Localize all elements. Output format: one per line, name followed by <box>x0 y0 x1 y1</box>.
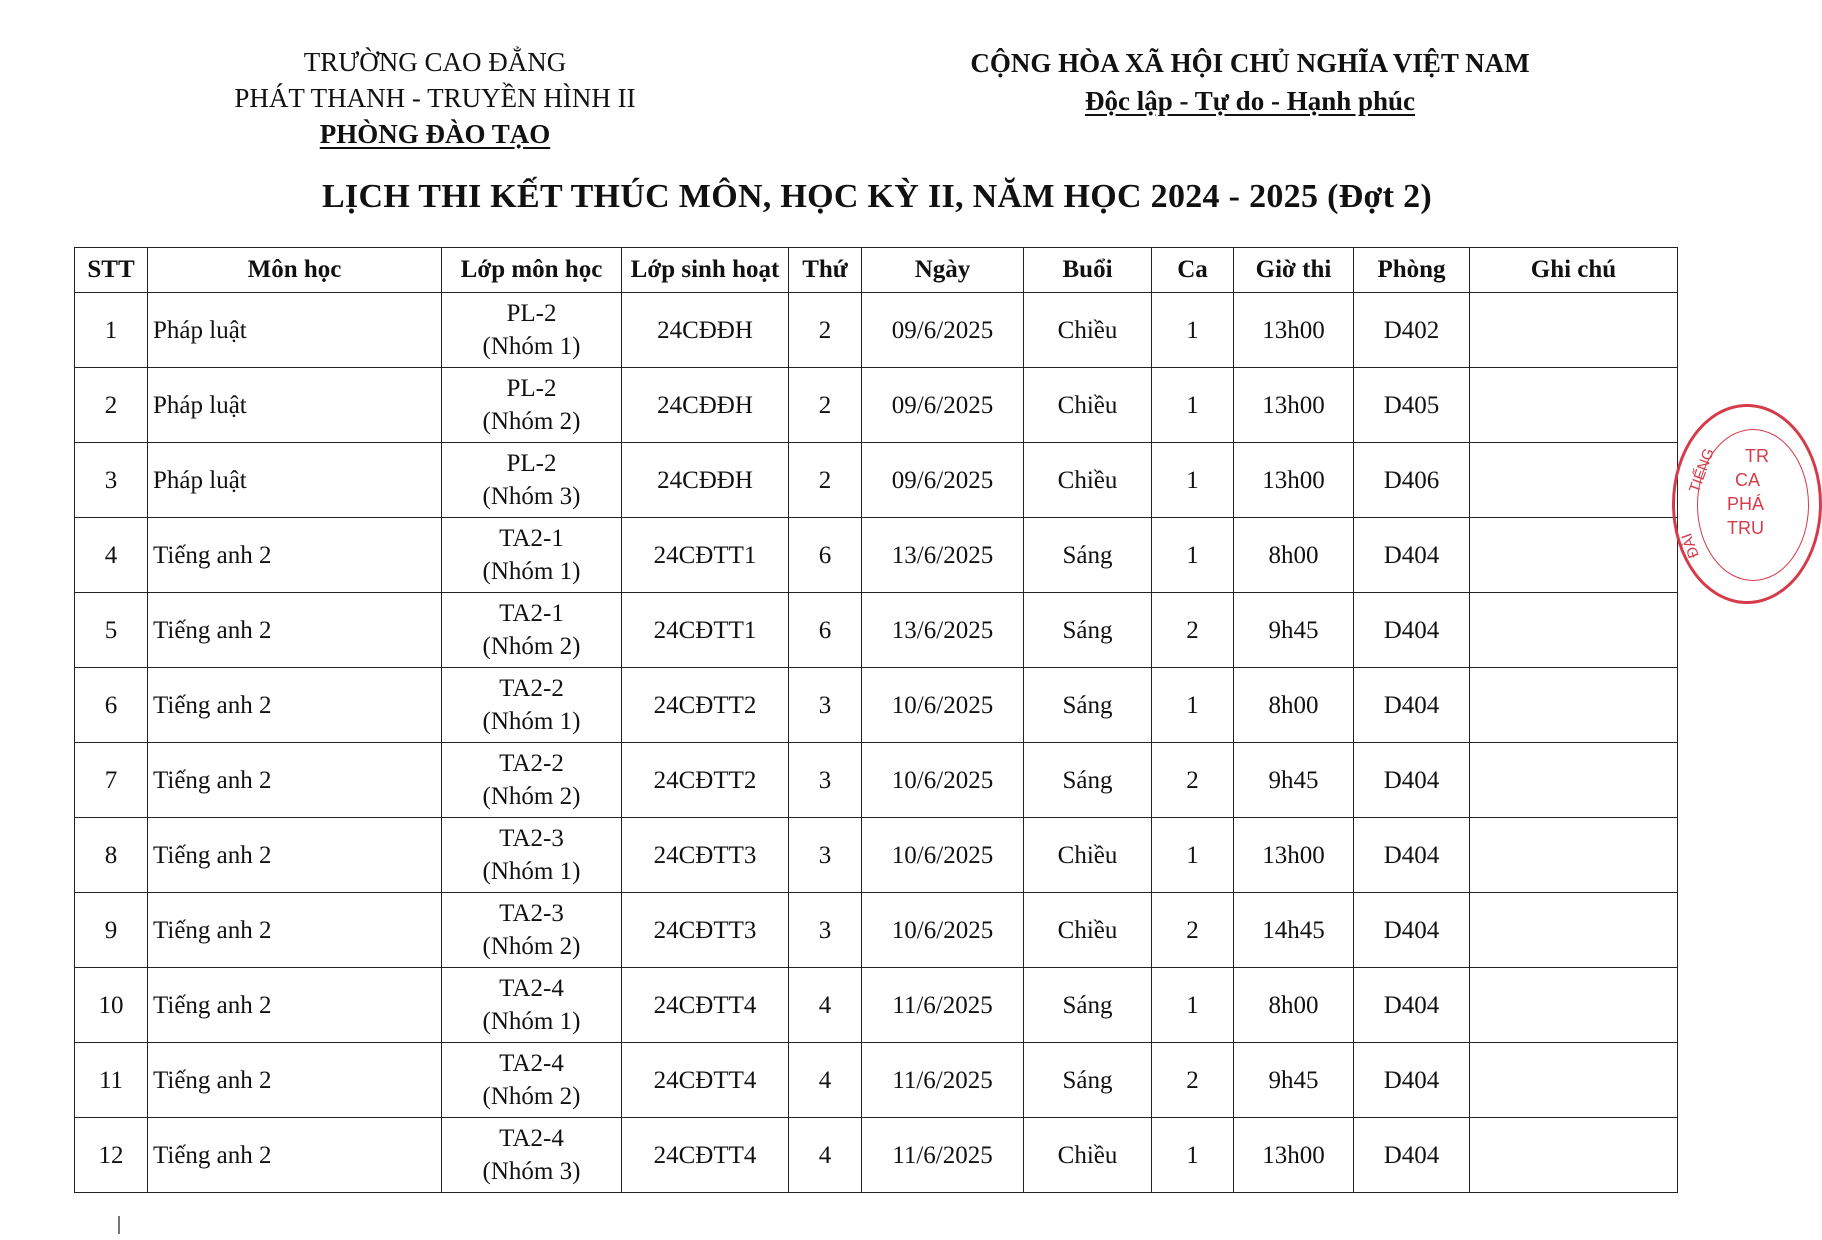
class-group: (Nhóm 1) <box>482 708 581 735</box>
cell-home-class: 24CĐTT2 <box>622 668 789 743</box>
cell-class <box>442 518 622 593</box>
column-header: Lớp sinh hoạt <box>622 248 789 293</box>
class-group: (Nhóm 1) <box>482 1008 581 1035</box>
cell-session: Sáng <box>1024 668 1152 743</box>
cell-session: Sáng <box>1024 743 1152 818</box>
cell-room: D404 <box>1354 668 1470 743</box>
cell-stt: 10 <box>75 968 148 1043</box>
cell-time: 13h00 <box>1234 293 1354 368</box>
cell-note <box>1470 293 1678 368</box>
cell-shift: 2 <box>1152 593 1234 668</box>
school-name-line1: TRƯỜNG CAO ĐẲNG <box>303 47 567 77</box>
cell-home-class: 24CĐĐH <box>622 443 789 518</box>
cell-home-class: 24CĐTT2 <box>622 743 789 818</box>
cell-time: 8h00 <box>1234 518 1354 593</box>
cell-class <box>442 668 622 743</box>
cell-room: D404 <box>1354 518 1470 593</box>
class-group: (Nhóm 2) <box>482 1083 581 1110</box>
table-row <box>75 518 1678 593</box>
cell-shift: 1 <box>1152 1118 1234 1193</box>
class-group: (Nhóm 1) <box>482 858 581 885</box>
class-group: (Nhóm 3) <box>482 1158 581 1185</box>
cell-note <box>1470 893 1678 968</box>
column-header: Thứ <box>789 248 862 293</box>
table-row <box>75 1118 1678 1193</box>
table-row <box>75 443 1678 518</box>
cell-weekday: 6 <box>789 518 862 593</box>
cell-weekday: 3 <box>789 893 862 968</box>
cell-session: Sáng <box>1024 968 1152 1043</box>
cell-shift: 1 <box>1152 968 1234 1043</box>
cell-subject: Tiếng anh 2 <box>148 743 442 818</box>
cell-subject: Tiếng anh 2 <box>148 1043 442 1118</box>
cell-weekday: 6 <box>789 593 862 668</box>
cell-date: 10/6/2025 <box>862 893 1024 968</box>
cell-subject: Tiếng anh 2 <box>148 968 442 1043</box>
school-header <box>200 44 670 152</box>
cell-shift: 1 <box>1152 818 1234 893</box>
class-code: TA2-3 <box>499 825 564 852</box>
class-code: TA2-1 <box>499 600 564 627</box>
country-name: CỘNG HÒA XÃ HỘI CHỦ NGHĨA VIỆT NAM <box>970 48 1530 78</box>
class-group: (Nhóm 1) <box>482 333 581 360</box>
cell-weekday: 4 <box>789 968 862 1043</box>
cell-session: Sáng <box>1024 1043 1152 1118</box>
class-code: TA2-4 <box>499 975 564 1002</box>
cell-stt: 1 <box>75 293 148 368</box>
cell-shift: 1 <box>1152 443 1234 518</box>
cell-class <box>442 1043 622 1118</box>
cell-date: 10/6/2025 <box>862 668 1024 743</box>
cell-stt: 12 <box>75 1118 148 1193</box>
cell-date: 11/6/2025 <box>862 1043 1024 1118</box>
table-header-row <box>75 248 1678 293</box>
class-group: (Nhóm 3) <box>482 483 581 510</box>
cell-note <box>1470 818 1678 893</box>
class-code: TA2-2 <box>499 675 564 702</box>
cell-weekday: 2 <box>789 443 862 518</box>
cell-subject: Tiếng anh 2 <box>148 1118 442 1193</box>
stamp-line-1: TR <box>1745 446 1769 466</box>
cell-note <box>1470 443 1678 518</box>
stamp-ring-text-top: TIẾNG <box>1686 446 1718 495</box>
table-row <box>75 593 1678 668</box>
cell-shift: 1 <box>1152 368 1234 443</box>
class-code: TA2-3 <box>499 900 564 927</box>
class-group: (Nhóm 2) <box>482 783 581 810</box>
class-group: (Nhóm 2) <box>482 933 581 960</box>
cell-note <box>1470 743 1678 818</box>
cell-home-class: 24CĐTT1 <box>622 518 789 593</box>
cell-shift: 1 <box>1152 518 1234 593</box>
column-header: STT <box>75 248 148 293</box>
cell-session: Chiều <box>1024 1118 1152 1193</box>
cell-subject: Tiếng anh 2 <box>148 893 442 968</box>
cell-class <box>442 1118 622 1193</box>
scan-mark <box>118 1216 120 1234</box>
document-title: LỊCH THI KẾT THÚC MÔN, HỌC KỲ II, NĂM HỌC 2024 - 2025 (Đợt 2) <box>321 178 1433 215</box>
class-code: TA2-2 <box>499 750 564 777</box>
cell-time: 13h00 <box>1234 443 1354 518</box>
cell-class <box>442 443 622 518</box>
column-header: Ghi chú <box>1470 248 1678 293</box>
cell-stt: 6 <box>75 668 148 743</box>
class-code: TA2-1 <box>499 525 564 552</box>
cell-weekday: 2 <box>789 293 862 368</box>
column-header: Ngày <box>862 248 1024 293</box>
cell-weekday: 3 <box>789 818 862 893</box>
cell-home-class: 24CĐĐH <box>622 293 789 368</box>
cell-subject: Tiếng anh 2 <box>148 818 442 893</box>
column-header: Buổi <box>1024 248 1152 293</box>
cell-date: 11/6/2025 <box>862 1118 1024 1193</box>
column-header: Giờ thi <box>1234 248 1354 293</box>
class-code: PL-2 <box>506 375 557 402</box>
cell-weekday: 4 <box>789 1043 862 1118</box>
table-row <box>75 293 1678 368</box>
stamp-line-4: TRU <box>1727 518 1764 538</box>
cell-note <box>1470 968 1678 1043</box>
cell-shift: 2 <box>1152 743 1234 818</box>
cell-class <box>442 293 622 368</box>
cell-subject: Pháp luật <box>148 368 442 443</box>
cell-shift: 2 <box>1152 893 1234 968</box>
national-motto: Độc lập - Tự do - Hạnh phúc <box>1084 86 1416 116</box>
stamp-line-3: PHÁ <box>1727 494 1765 514</box>
cell-weekday: 3 <box>789 668 862 743</box>
cell-time: 13h00 <box>1234 1118 1354 1193</box>
cell-session: Chiều <box>1024 368 1152 443</box>
cell-date: 09/6/2025 <box>862 368 1024 443</box>
cell-room: D404 <box>1354 1118 1470 1193</box>
cell-note <box>1470 593 1678 668</box>
cell-note <box>1470 1043 1678 1118</box>
cell-stt: 5 <box>75 593 148 668</box>
national-header <box>930 44 1570 120</box>
cell-subject: Pháp luật <box>148 293 442 368</box>
cell-session: Chiều <box>1024 443 1152 518</box>
cell-session: Chiều <box>1024 293 1152 368</box>
cell-class <box>442 368 622 443</box>
cell-note <box>1470 1118 1678 1193</box>
table-body <box>75 293 1678 1193</box>
class-code: PL-2 <box>506 300 557 327</box>
column-header: Ca <box>1152 248 1234 293</box>
school-name-line2: PHÁT THANH - TRUYỀN HÌNH II <box>234 83 636 113</box>
cell-class <box>442 893 622 968</box>
cell-note <box>1470 368 1678 443</box>
cell-room: D402 <box>1354 293 1470 368</box>
cell-time: 9h45 <box>1234 593 1354 668</box>
cell-session: Chiều <box>1024 818 1152 893</box>
cell-subject: Tiếng anh 2 <box>148 668 442 743</box>
table-row <box>75 818 1678 893</box>
cell-class <box>442 818 622 893</box>
table-row <box>75 668 1678 743</box>
cell-home-class: 24CĐTT4 <box>622 1043 789 1118</box>
department-name: PHÒNG ĐÀO TẠO <box>319 119 551 149</box>
cell-weekday: 2 <box>789 368 862 443</box>
cell-stt: 11 <box>75 1043 148 1118</box>
cell-stt: 4 <box>75 518 148 593</box>
cell-shift: 2 <box>1152 1043 1234 1118</box>
cell-room: D404 <box>1354 743 1470 818</box>
cell-class <box>442 968 622 1043</box>
cell-time: 13h00 <box>1234 368 1354 443</box>
cell-date: 11/6/2025 <box>862 968 1024 1043</box>
cell-weekday: 3 <box>789 743 862 818</box>
stamp-line-2: CA <box>1735 470 1761 490</box>
cell-stt: 9 <box>75 893 148 968</box>
cell-home-class: 24CĐTT3 <box>622 818 789 893</box>
cell-weekday: 4 <box>789 1118 862 1193</box>
cell-home-class: 24CĐĐH <box>622 368 789 443</box>
cell-time: 14h45 <box>1234 893 1354 968</box>
column-header: Môn học <box>148 248 442 293</box>
cell-time: 8h00 <box>1234 968 1354 1043</box>
table-row <box>75 1043 1678 1118</box>
stamp-ring-text-bottom: ĐÀI <box>1678 530 1703 561</box>
cell-note <box>1470 668 1678 743</box>
cell-home-class: 24CĐTT4 <box>622 1118 789 1193</box>
cell-stt: 8 <box>75 818 148 893</box>
cell-subject: Tiếng anh 2 <box>148 518 442 593</box>
cell-time: 8h00 <box>1234 668 1354 743</box>
cell-home-class: 24CĐTT3 <box>622 893 789 968</box>
cell-stt: 3 <box>75 443 148 518</box>
cell-room: D404 <box>1354 1043 1470 1118</box>
cell-date: 09/6/2025 <box>862 293 1024 368</box>
cell-room: D404 <box>1354 893 1470 968</box>
class-group: (Nhóm 2) <box>482 633 581 660</box>
cell-session: Chiều <box>1024 893 1152 968</box>
cell-time: 13h00 <box>1234 818 1354 893</box>
class-code: PL-2 <box>506 450 557 477</box>
red-seal-stamp <box>1672 404 1822 604</box>
cell-room: D404 <box>1354 968 1470 1043</box>
cell-subject: Tiếng anh 2 <box>148 593 442 668</box>
cell-date: 13/6/2025 <box>862 518 1024 593</box>
class-group: (Nhóm 2) <box>482 408 581 435</box>
cell-class <box>442 743 622 818</box>
cell-date: 09/6/2025 <box>862 443 1024 518</box>
cell-session: Sáng <box>1024 593 1152 668</box>
table-row <box>75 893 1678 968</box>
column-header: Lớp môn học <box>442 248 622 293</box>
cell-class <box>442 593 622 668</box>
cell-room: D404 <box>1354 593 1470 668</box>
cell-date: 10/6/2025 <box>862 743 1024 818</box>
cell-home-class: 24CĐTT4 <box>622 968 789 1043</box>
cell-note <box>1470 518 1678 593</box>
cell-session: Sáng <box>1024 518 1152 593</box>
cell-time: 9h45 <box>1234 1043 1354 1118</box>
cell-date: 13/6/2025 <box>862 593 1024 668</box>
cell-time: 9h45 <box>1234 743 1354 818</box>
class-code: TA2-4 <box>499 1125 564 1152</box>
cell-stt: 2 <box>75 368 148 443</box>
table-row <box>75 368 1678 443</box>
cell-stt: 7 <box>75 743 148 818</box>
class-group: (Nhóm 1) <box>482 558 581 585</box>
table-row <box>75 743 1678 818</box>
cell-room: D405 <box>1354 368 1470 443</box>
cell-room: D406 <box>1354 443 1470 518</box>
column-header: Phòng <box>1354 248 1470 293</box>
class-code: TA2-4 <box>499 1050 564 1077</box>
cell-date: 10/6/2025 <box>862 818 1024 893</box>
cell-shift: 1 <box>1152 293 1234 368</box>
table-row <box>75 968 1678 1043</box>
exam-schedule-table <box>74 247 1678 1193</box>
cell-shift: 1 <box>1152 668 1234 743</box>
cell-home-class: 24CĐTT1 <box>622 593 789 668</box>
cell-room: D404 <box>1354 818 1470 893</box>
cell-subject: Pháp luật <box>148 443 442 518</box>
